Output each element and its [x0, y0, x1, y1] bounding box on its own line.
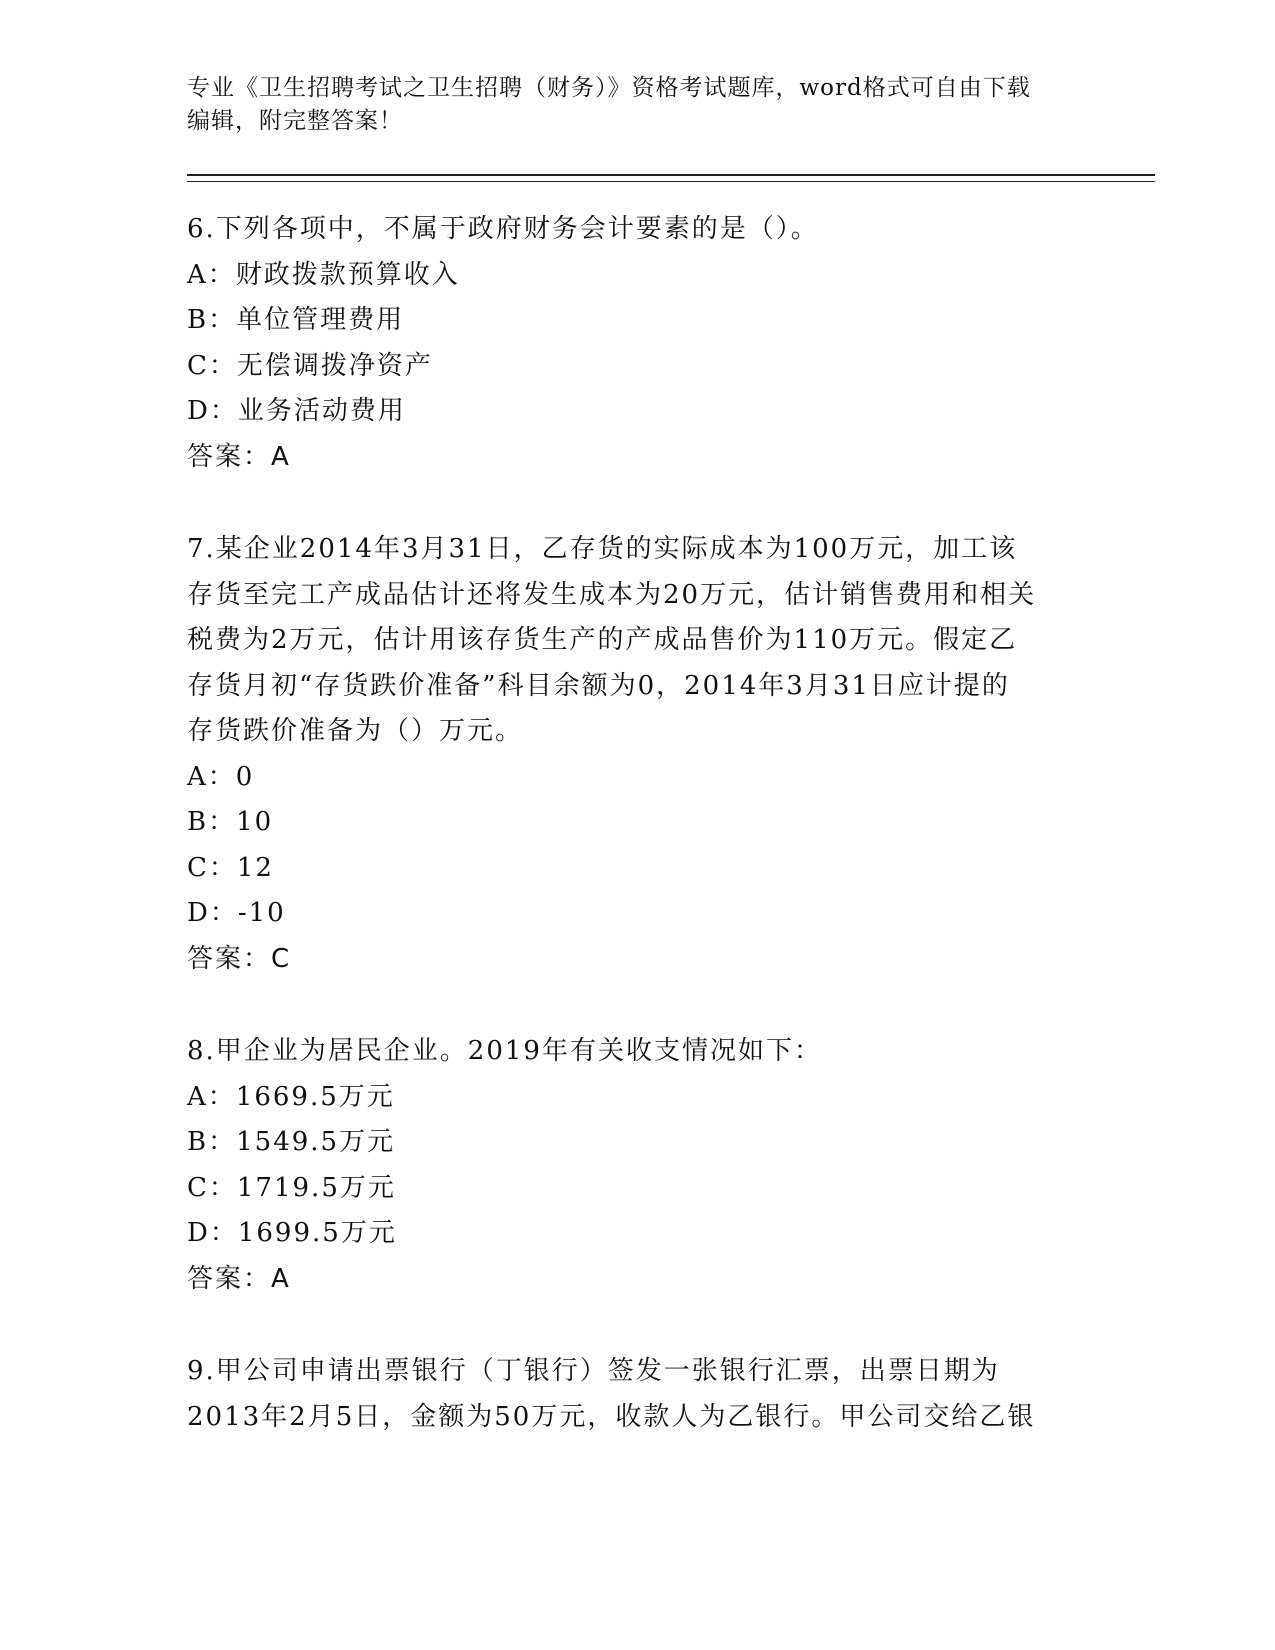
option-d: D：业务活动费用	[187, 396, 406, 426]
question-9	[187, 1349, 1167, 1440]
question-8	[187, 1029, 1167, 1302]
option-c: C：无偿调拨净资产	[187, 350, 433, 381]
question-text: 存货跌价准备为（）万元。	[187, 716, 524, 746]
answer: 答案：C	[187, 943, 292, 974]
option-a: A：0	[187, 761, 255, 792]
question-6	[187, 207, 1167, 480]
question-list	[187, 207, 1167, 1487]
option-d: D：-10	[187, 898, 286, 928]
option-c: C：12	[187, 852, 274, 883]
option-d: D：1699.5万元	[187, 1218, 397, 1248]
question-text: 6.下列各项中，不属于政府财务会计要素的是（）。	[187, 214, 819, 244]
option-b: B：10	[187, 807, 274, 837]
document-header	[187, 72, 1087, 138]
option-c: C：1719.5万元	[187, 1172, 396, 1203]
question-7	[187, 527, 1167, 982]
question-text: 存货月初“存货跌价准备”科目余额为0，2014年3月31日应计提的	[187, 670, 1010, 701]
question-text: 2013年2月5日，金额为50万元，收款人为乙银行。甲公司交给乙银	[187, 1401, 1036, 1432]
question-text: 税费为2万元，估计用该存货生产的产成品售价为110万元。假定乙	[187, 625, 1018, 655]
header-line-2: 编辑，附完整答案！	[187, 108, 403, 134]
header-divider	[187, 174, 1155, 176]
header-line-1: 专业《卫生招聘考试之卫生招聘（财务）》资格考试题库，word格式可自由下载	[187, 75, 1031, 101]
header-divider-thin	[187, 181, 1155, 182]
option-b: B：单位管理费用	[187, 305, 405, 335]
answer: 答案：A	[187, 441, 291, 472]
question-text: 9.甲公司申请出票银行（丁银行）签发一张银行汇票，出票日期为	[187, 1356, 1000, 1386]
option-a: A：1669.5万元	[187, 1081, 395, 1112]
answer: 答案：A	[187, 1263, 291, 1294]
question-text: 8.甲企业为居民企业。2019年有关收支情况如下：	[187, 1036, 822, 1066]
question-text: 7.某企业2014年3月31日，乙存货的实际成本为100万元，加工该	[187, 534, 1018, 564]
question-text: 存货至完工产成品估计还将发生成本为20万元，估计销售费用和相关	[187, 579, 1037, 610]
option-a: A：财政拨款预算收入	[187, 259, 460, 290]
option-b: B：1549.5万元	[187, 1127, 396, 1157]
